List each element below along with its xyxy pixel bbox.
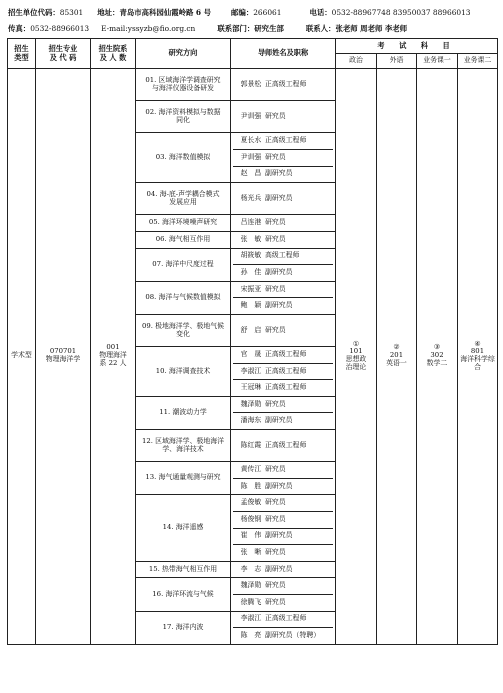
supervisor-title: 正高级工程师	[265, 79, 307, 88]
supervisor-title: 正高级工程师	[265, 366, 307, 375]
supervisor-name: 赵 昌	[240, 169, 262, 178]
direction-text: 15. 热带海气相互作用	[148, 564, 218, 573]
supervisor-entry	[233, 101, 333, 132]
supervisor-entry	[233, 612, 333, 628]
header-direction: 研究方向	[136, 39, 231, 69]
direction-cell	[136, 183, 231, 215]
supervisor-entry	[233, 544, 333, 561]
supervisor-name: 张 晰	[240, 548, 262, 557]
supervisor-name: 陈 亮	[240, 631, 262, 640]
supervisor-title: 正高级工程师	[265, 136, 307, 145]
supervisor-name: 杨俊钢	[240, 514, 262, 523]
direction-text: 16. 海洋环流与气候	[152, 589, 214, 598]
direction-cell	[136, 133, 231, 183]
supervisor-cell	[231, 396, 336, 429]
supervisor-title: 研究员	[265, 465, 286, 474]
supervisor-name: 陈红霞	[240, 440, 262, 449]
header-supervisor: 导师姓名及职称	[231, 39, 336, 69]
supervisor-cell	[231, 133, 336, 183]
supervisor-entry	[233, 347, 333, 363]
direction-cell	[136, 314, 231, 346]
supervisor-title: 研究员	[265, 514, 286, 523]
supervisor-title: 副研究员	[265, 193, 293, 202]
supervisor-title: 研究员	[265, 597, 286, 606]
header-politics: 政治	[336, 54, 377, 69]
direction-text: 03. 海洋数值模拟	[155, 152, 211, 161]
supervisor-title: 研究员	[265, 152, 286, 161]
supervisor-title: 研究员	[265, 325, 286, 334]
supervisor-entry	[233, 578, 333, 594]
supervisor-name: 魏泽勋	[240, 581, 262, 590]
supervisor-entry	[233, 166, 333, 183]
supervisor-entry	[233, 528, 333, 545]
supervisor-name: 宋振亚	[240, 284, 262, 293]
supervisor-entry	[233, 379, 333, 396]
direction-text: 05. 海洋环境噪声研究	[148, 218, 218, 227]
supervisor-entry	[233, 215, 333, 231]
supervisor-entry	[233, 627, 333, 644]
supervisor-title: 副研究员	[265, 416, 293, 425]
direction-cell	[136, 248, 231, 281]
direction-text: 11. 潮波动力学	[159, 408, 207, 416]
dept-label: 联系部门：	[217, 24, 255, 33]
supervisor-entry	[233, 430, 333, 461]
supervisor-title: 副研究员	[265, 267, 293, 276]
direction-row	[8, 69, 498, 101]
contacts: 张老师 周老师 李老师	[335, 24, 408, 33]
supervisor-title: 副研究员	[265, 169, 293, 178]
supervisor-cell	[231, 430, 336, 462]
supervisor-entry	[233, 412, 333, 429]
supervisor-name: 舒 启	[240, 325, 262, 334]
header-course1: 业务课一	[417, 54, 458, 69]
header-foreign: 外语	[377, 54, 417, 69]
supervisor-cell	[231, 347, 336, 397]
direction-cell	[136, 561, 231, 578]
direction-text: 17. 海洋内波	[162, 622, 204, 631]
contact-label: 联系人：	[305, 24, 336, 33]
email: E-mail:yssyzb@fio.org.cn	[101, 24, 196, 33]
supervisor-name: 黄传江	[240, 465, 262, 474]
admission-table	[7, 38, 498, 645]
supervisor-title: 副研究员	[265, 531, 293, 540]
supervisor-cell	[231, 281, 336, 314]
supervisor-entry	[233, 232, 333, 248]
supervisor-entry	[233, 511, 333, 528]
direction-cell	[136, 430, 231, 462]
supervisor-name: 王冠琳	[240, 383, 262, 392]
exam-politics: ① 101 思想政 治理论	[336, 69, 377, 645]
supervisor-name: 尹训强	[240, 152, 262, 161]
direction-cell	[136, 495, 231, 561]
postcode: 266061	[253, 8, 282, 17]
phone-label: 电话：	[309, 8, 332, 17]
supervisor-name: 李淑江	[240, 366, 262, 375]
direction-cell	[136, 231, 231, 248]
direction-cell	[136, 347, 231, 397]
supervisor-title: 研究员	[265, 581, 286, 590]
supervisor-title: 副研究员	[265, 564, 293, 573]
supervisor-title: 研究员	[265, 548, 286, 557]
supervisor-cell	[231, 215, 336, 232]
address: 青岛市高科园仙霞岭路 6 号	[119, 8, 212, 17]
supervisor-name: 杨光兵	[240, 193, 262, 202]
supervisor-name: 魏泽勋	[240, 399, 262, 408]
dept: 研究生部	[254, 24, 284, 33]
header-line-1	[8, 7, 471, 18]
supervisor-entry	[233, 133, 333, 149]
supervisor-title: 高级工程师	[265, 251, 300, 260]
fax: 0532-88966013	[30, 24, 90, 33]
supervisor-cell	[231, 183, 336, 215]
supervisor-name: 郭景松	[240, 79, 262, 88]
direction-text: 14. 海洋遥感	[162, 523, 204, 532]
exam-course2: ④ 801 海洋科学综合	[458, 69, 498, 645]
supervisor-entry	[233, 315, 333, 346]
direction-cell	[136, 611, 231, 644]
direction-text: 10. 海洋调查技术	[155, 366, 211, 375]
supervisor-title: 研究员	[265, 284, 286, 293]
direction-cell	[136, 281, 231, 314]
direction-text: 13. 海气通量观测与研究	[145, 473, 221, 482]
supervisor-entry	[233, 462, 333, 478]
supervisor-name: 胡筱敏	[240, 251, 262, 260]
header-row-1	[8, 39, 498, 54]
supervisor-cell	[231, 69, 336, 101]
direction-text: 02. 海洋资料模拟与数据	[145, 107, 221, 116]
supervisor-cell	[231, 314, 336, 346]
supervisor-name: 尹训强	[240, 111, 262, 120]
supervisor-title: 正高级工程师	[265, 614, 307, 623]
supervisor-name: 鲍 颖	[240, 301, 262, 310]
header-line-2	[8, 23, 407, 34]
direction-cell	[136, 215, 231, 232]
supervisor-title: 正高级工程师	[265, 349, 307, 358]
supervisor-title: 副研究员	[265, 481, 293, 490]
supervisor-title: 研究员	[265, 234, 286, 243]
supervisor-name: 夏长水	[240, 136, 262, 145]
supervisor-entry	[233, 249, 333, 265]
direction-text-cont: 变化	[176, 329, 190, 338]
supervisor-title: 研究员	[265, 399, 286, 408]
direction-cell	[136, 462, 231, 495]
supervisor-title: 研究员	[265, 498, 286, 507]
supervisor-title: 研究员	[265, 111, 286, 120]
supervisor-name: 陈 胜	[240, 481, 262, 490]
supervisor-entry	[233, 69, 333, 100]
supervisor-entry	[233, 149, 333, 166]
direction-text: 08. 海洋与气候数值模拟	[145, 292, 221, 301]
supervisor-entry	[233, 363, 333, 380]
supervisor-name: 潘海东	[240, 416, 262, 425]
direction-cell	[136, 69, 231, 101]
direction-text: 09. 极地海洋学、极地气候	[141, 321, 225, 330]
supervisor-cell	[231, 578, 336, 611]
header-dept: 招生院系 及 人 数	[91, 39, 136, 69]
supervisor-title: 副研究员（特聘）	[265, 631, 321, 640]
direction-text: 01. 区域海洋学调查研究	[145, 75, 221, 84]
direction-text-cont: 学、海洋技术	[162, 444, 204, 453]
supervisor-cell	[231, 231, 336, 248]
exam-course1: ③ 302 数学二	[417, 69, 458, 645]
header-major: 招生专业 及 代 码	[36, 39, 91, 69]
supervisor-name: 吕连港	[240, 218, 262, 227]
supervisor-cell	[231, 101, 336, 133]
direction-text: 06. 海气相互作用	[155, 234, 211, 243]
supervisor-name: 李 志	[240, 564, 262, 573]
supervisor-cell	[231, 248, 336, 281]
supervisor-entry	[233, 478, 333, 495]
supervisor-title: 正高级工程师	[265, 440, 307, 449]
direction-text: 12. 区域海洋学、极地海洋	[141, 436, 225, 445]
supervisor-name: 李淑江	[240, 614, 262, 623]
header-type: 招生 类型	[8, 39, 36, 69]
direction-text-cont: 发展应用	[169, 197, 197, 206]
supervisor-cell	[231, 611, 336, 644]
supervisor-name: 张 敏	[240, 234, 262, 243]
direction-text-cont: 与海洋仪器设备研发	[151, 83, 214, 92]
supervisor-entry	[233, 397, 333, 413]
phone: 0532-88967748 83950037 88966013	[331, 8, 471, 17]
supervisor-cell	[231, 495, 336, 561]
supervisor-name: 徐腾飞	[240, 597, 262, 606]
address-label: 地址：	[97, 8, 120, 17]
supervisor-cell	[231, 462, 336, 495]
supervisor-name: 崔 伟	[240, 531, 262, 540]
direction-text: 04. 海-底-声学耦合模式	[146, 189, 220, 198]
program-dept: 001 物理海洋 系 22 人	[91, 69, 136, 645]
supervisor-entry	[233, 183, 333, 214]
program-type: 学术型	[8, 69, 36, 645]
direction-cell	[136, 101, 231, 133]
supervisor-title: 研究员	[265, 218, 286, 227]
supervisor-entry	[233, 562, 333, 578]
direction-text: 07. 海洋中尺度过程	[152, 259, 214, 268]
direction-cell	[136, 396, 231, 429]
supervisor-title: 副研究员	[265, 301, 293, 310]
direction-text-cont: 同化	[176, 115, 190, 124]
unit-code: 85301	[59, 8, 84, 17]
supervisor-entry	[233, 297, 333, 314]
direction-cell	[136, 578, 231, 611]
header-course2: 业务课二	[458, 54, 498, 69]
supervisor-entry	[233, 495, 333, 511]
program-major: 070701 物理海洋学	[36, 69, 91, 645]
supervisor-entry	[233, 594, 333, 611]
supervisor-cell	[231, 561, 336, 578]
supervisor-name: 孙 佳	[240, 267, 262, 276]
supervisor-entry	[233, 282, 333, 298]
supervisor-name: 孟俊敏	[240, 498, 262, 507]
header-exams: 考 试 科 目	[336, 39, 498, 54]
table-body	[8, 39, 498, 645]
unit-code-label: 招生单位代码：	[8, 8, 60, 17]
supervisor-entry	[233, 264, 333, 281]
fax-label: 传真：	[8, 24, 31, 33]
supervisor-name: 官 晟	[240, 349, 262, 358]
supervisor-title: 正高级工程师	[265, 383, 307, 392]
exam-foreign: ② 201 英语一	[377, 69, 417, 645]
postcode-label: 邮编：	[231, 8, 254, 17]
